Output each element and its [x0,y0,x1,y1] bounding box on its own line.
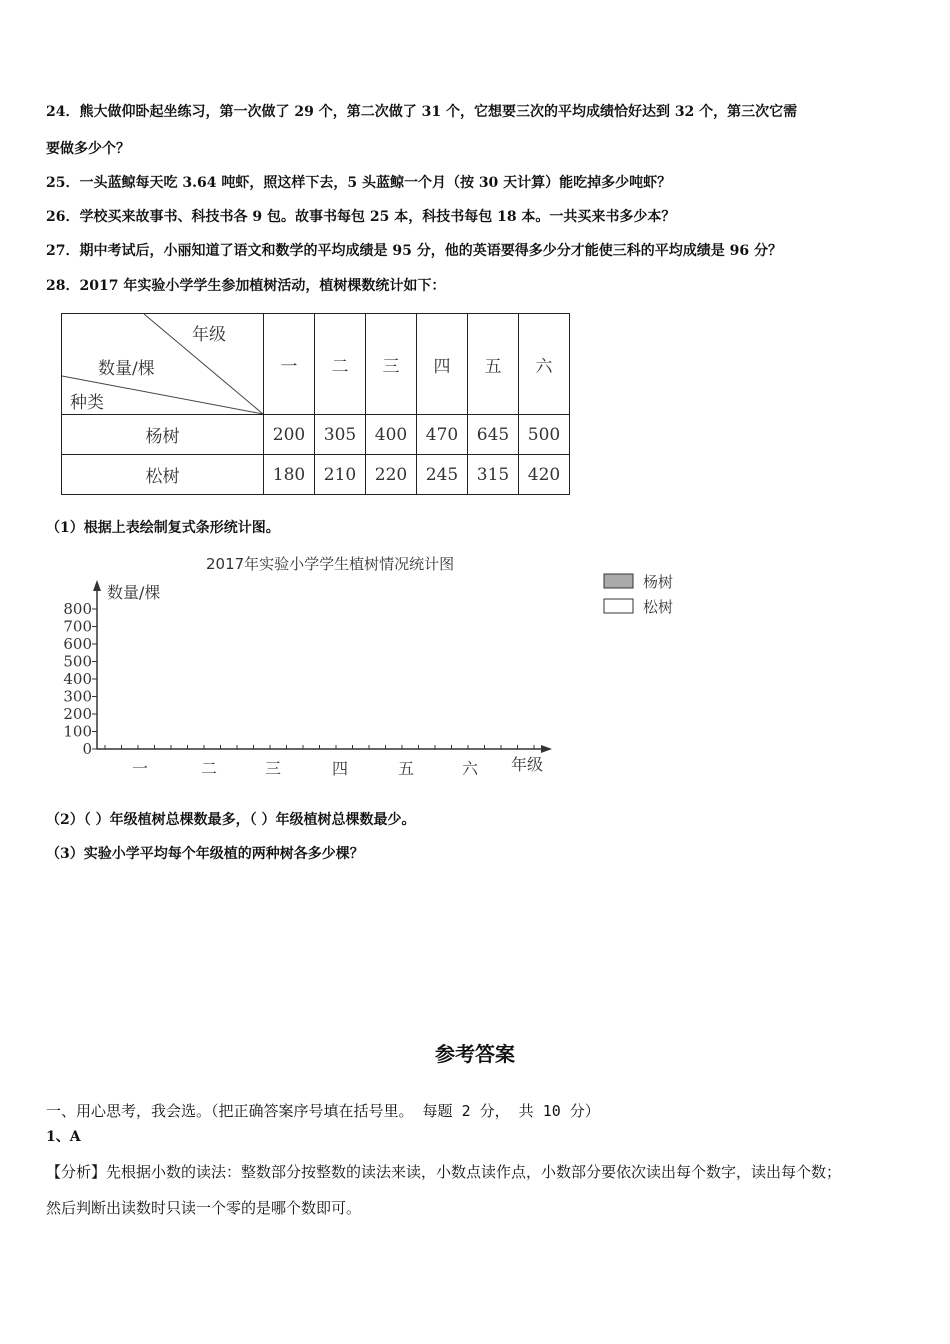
y-tick-label: 200 [63,705,92,723]
question-26: 26．学校买来故事书、科技书各 9 包。故事书每包 25 本，科技书每包 18 本。一共买来书多少本？ [46,209,676,225]
row-label: 杨树 [62,415,264,455]
table-cell: 210 [315,455,366,495]
table-cell: 245 [417,455,468,495]
legend-label-poplar: 杨树 [643,573,674,591]
x-axis-arrow [541,745,552,753]
header-kind-label: 种类 [70,393,104,413]
analysis-line-2: 然后判断出读数时只读一个零的是哪个数即可。 [46,1199,362,1217]
x-category-label: 二 [200,759,218,778]
answer-item-1: 1、A [46,1129,81,1145]
row-label: 松树 [62,455,264,495]
x-category-label: 六 [461,759,479,778]
question-24-line2: 要做多少个？ [46,141,130,157]
legend-label-pine: 松树 [643,598,674,616]
table-cell: 645 [468,415,519,455]
answer-title: 参考答案 [435,1042,515,1066]
x-category-label: 四 [331,759,349,778]
y-tick-label: 400 [63,670,92,688]
grade-header: 二 [315,314,366,415]
table-cell: 470 [417,415,468,455]
grade-header: 一 [264,314,315,415]
sub-question-2: （2）（ ）年级植树总棵数最多，（ ）年级植树总棵数最少。 [46,812,416,828]
grade-header: 五 [468,314,519,415]
analysis-line-1: 【分析】先根据小数的读法：整数部分按整数的读法来读，小数点读作点，小数部分要依次读出每个数字，读出每个数； [46,1163,842,1181]
table-cell: 180 [264,455,315,495]
y-tick-label: 100 [63,722,92,741]
sub-question-3: （3）实验小学平均每个年级植的两种树各多少棵？ [46,846,364,862]
x-category-label: 三 [264,759,282,778]
header-quantity-label: 数量/棵 [98,359,155,379]
y-tick-label: 500 [63,652,92,671]
question-27: 27．期中考试后，小丽知道了语文和数学的平均成绩是 95 分，他的英语要得多少分才能使三科的平均成绩是 96 分？ [46,243,782,259]
table-cell: 305 [315,415,366,455]
y-tick-label: 800 [63,600,92,618]
y-axis-label: 数量/棵 [107,583,161,602]
legend-swatch-poplar [604,574,633,588]
y-tick-label: 600 [63,635,92,653]
table-cell: 500 [519,415,570,455]
table-cell: 400 [366,415,417,455]
legend-swatch-pine [604,599,633,613]
y-axis-arrow [93,580,101,591]
grade-header: 四 [417,314,468,415]
table-cell: 420 [519,455,570,495]
chart-title: 2017年实验小学学生植树情况统计图 [206,555,455,573]
y-tick-label: 300 [63,687,92,706]
question-24-line1: 24．熊大做仰卧起坐练习，第一次做了 29 个，第二次做了 31 个，它想要三次的平均成绩恰好达到 32 个，第三次它需 [46,104,798,120]
y-tick-label: 700 [63,617,92,636]
table-cell: 220 [366,455,417,495]
x-category-label: 一 [131,759,149,778]
answer-section-1: 一、用心思考，我会选。（把正确答案序号填在括号里。 每题 2 分， 共 10 分） [46,1102,600,1120]
grade-header: 六 [519,314,570,415]
y-tick-label: 0 [82,740,92,758]
table-cell: 200 [264,415,315,455]
x-axis-label: 年级 [511,755,544,774]
header-grade-label: 年级 [192,325,226,345]
grade-header: 三 [366,314,417,415]
question-28: 28．2017 年实验小学学生参加植树活动，植树棵数统计如下： [46,278,446,294]
table-cell: 315 [468,455,519,495]
sub-question-1: （1）根据上表绘制复式条形统计图。 [46,520,280,536]
question-25: 25．一头蓝鲸每天吃 3.64 吨虾，照这样下去，5 头蓝鲸一个月（按 30 天计算）能吃掉多少吨虾？ [46,175,672,191]
x-category-label: 五 [397,759,415,778]
